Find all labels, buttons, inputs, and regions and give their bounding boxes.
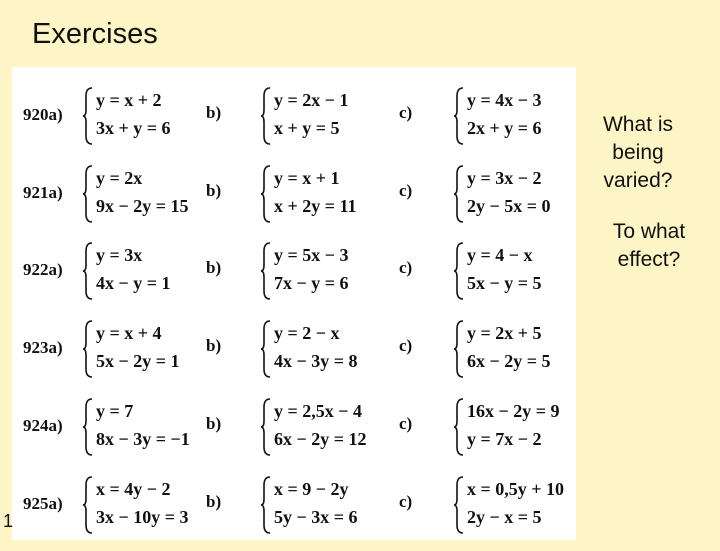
part-b-label: b) (206, 414, 222, 433)
equation: 4x − 3y = 8 (274, 351, 358, 371)
part-b-label: b) (206, 103, 222, 122)
question-line: effect? (617, 248, 681, 271)
equation: y = 2x + 5 (467, 323, 542, 343)
brace-icon (260, 319, 272, 379)
equation: 2y − 5x = 0 (467, 196, 551, 216)
exercise-row (12, 473, 576, 551)
exercise-sheet (12, 67, 576, 540)
equation: 5y − 3x = 6 (274, 507, 358, 527)
brace-icon (260, 397, 272, 457)
question-line: being (612, 141, 664, 164)
equation: y = 4 − x (467, 245, 533, 265)
part-b-label: b) (206, 336, 222, 355)
equation: y = 2 − x (274, 323, 340, 343)
equation: x + y = 5 (274, 118, 340, 138)
part-c-label: c) (399, 414, 413, 433)
equation: 5x − 2y = 1 (96, 351, 180, 371)
exercise-number: 925a) (23, 494, 63, 513)
exercise-row (12, 395, 576, 473)
question-line: What is (602, 113, 673, 136)
exercise-row (12, 84, 576, 162)
equation: 5x − y = 5 (467, 273, 542, 293)
brace-icon (453, 397, 465, 457)
equation: 9x − 2y = 15 (96, 196, 189, 216)
equation: y = x + 2 (96, 90, 162, 110)
question-what-varied (586, 111, 690, 195)
equation: 16x − 2y = 9 (467, 401, 560, 421)
part-c-label: c) (399, 258, 413, 277)
brace-icon (82, 397, 94, 457)
equation: y = 2x (96, 168, 143, 188)
equation: y = 7 (96, 401, 134, 421)
equation: 3x − 10y = 3 (96, 507, 189, 527)
exercise-number: 923a) (23, 338, 63, 357)
equation: y = 3x (96, 245, 143, 265)
equation: x = 9 − 2y (274, 479, 349, 499)
part-b-label: b) (206, 258, 222, 277)
exercise-number: 920a) (23, 105, 63, 124)
equation: 8x − 3y = −1 (96, 429, 190, 449)
equation: y = 3x − 2 (467, 168, 542, 188)
slide-number: 1 (3, 511, 14, 531)
brace-icon (82, 475, 94, 535)
brace-icon (260, 241, 272, 301)
equation: y = x + 1 (274, 168, 340, 188)
equation: y = x + 4 (96, 323, 162, 343)
equation: y = 7x − 2 (467, 429, 542, 449)
exercise-number: 921a) (23, 183, 63, 202)
brace-icon (453, 86, 465, 146)
exercise-row (12, 162, 576, 240)
brace-icon (82, 164, 94, 224)
part-b-label: b) (206, 492, 222, 511)
equation: 6x − 2y = 5 (467, 351, 551, 371)
brace-icon (453, 241, 465, 301)
equation: 2y − x = 5 (467, 507, 542, 527)
exercise-row (12, 239, 576, 317)
equation: y = 2,5x − 4 (274, 401, 363, 421)
brace-icon (453, 164, 465, 224)
question-to-what-effect (600, 218, 698, 274)
equation: 2x + y = 6 (467, 118, 542, 138)
equation: y = 5x − 3 (274, 245, 349, 265)
equation: 3x + y = 6 (96, 118, 171, 138)
exercise-number: 924a) (23, 416, 63, 435)
equation: y = 4x − 3 (467, 90, 542, 110)
brace-icon (82, 86, 94, 146)
question-line: To what (612, 220, 686, 243)
brace-icon (453, 475, 465, 535)
brace-icon (82, 319, 94, 379)
equation: x = 4y − 2 (96, 479, 171, 499)
exercise-row (12, 317, 576, 395)
page-title: Exercises (32, 18, 158, 50)
brace-icon (260, 475, 272, 535)
part-c-label: c) (399, 336, 413, 355)
part-c-label: c) (399, 492, 413, 511)
exercise-number: 922a) (23, 260, 63, 279)
equation: 4x − y = 1 (96, 273, 171, 293)
equation: y = 2x − 1 (274, 90, 349, 110)
part-c-label: c) (399, 181, 413, 200)
brace-icon (453, 319, 465, 379)
brace-icon (82, 241, 94, 301)
question-line: varied? (603, 169, 673, 192)
equation: 7x − y = 6 (274, 273, 349, 293)
part-c-label: c) (399, 103, 413, 122)
equation: x = 0,5y + 10 (467, 479, 565, 499)
equation: 6x − 2y = 12 (274, 429, 367, 449)
brace-icon (260, 164, 272, 224)
equation: x + 2y = 11 (274, 196, 357, 216)
brace-icon (260, 86, 272, 146)
part-b-label: b) (206, 181, 222, 200)
